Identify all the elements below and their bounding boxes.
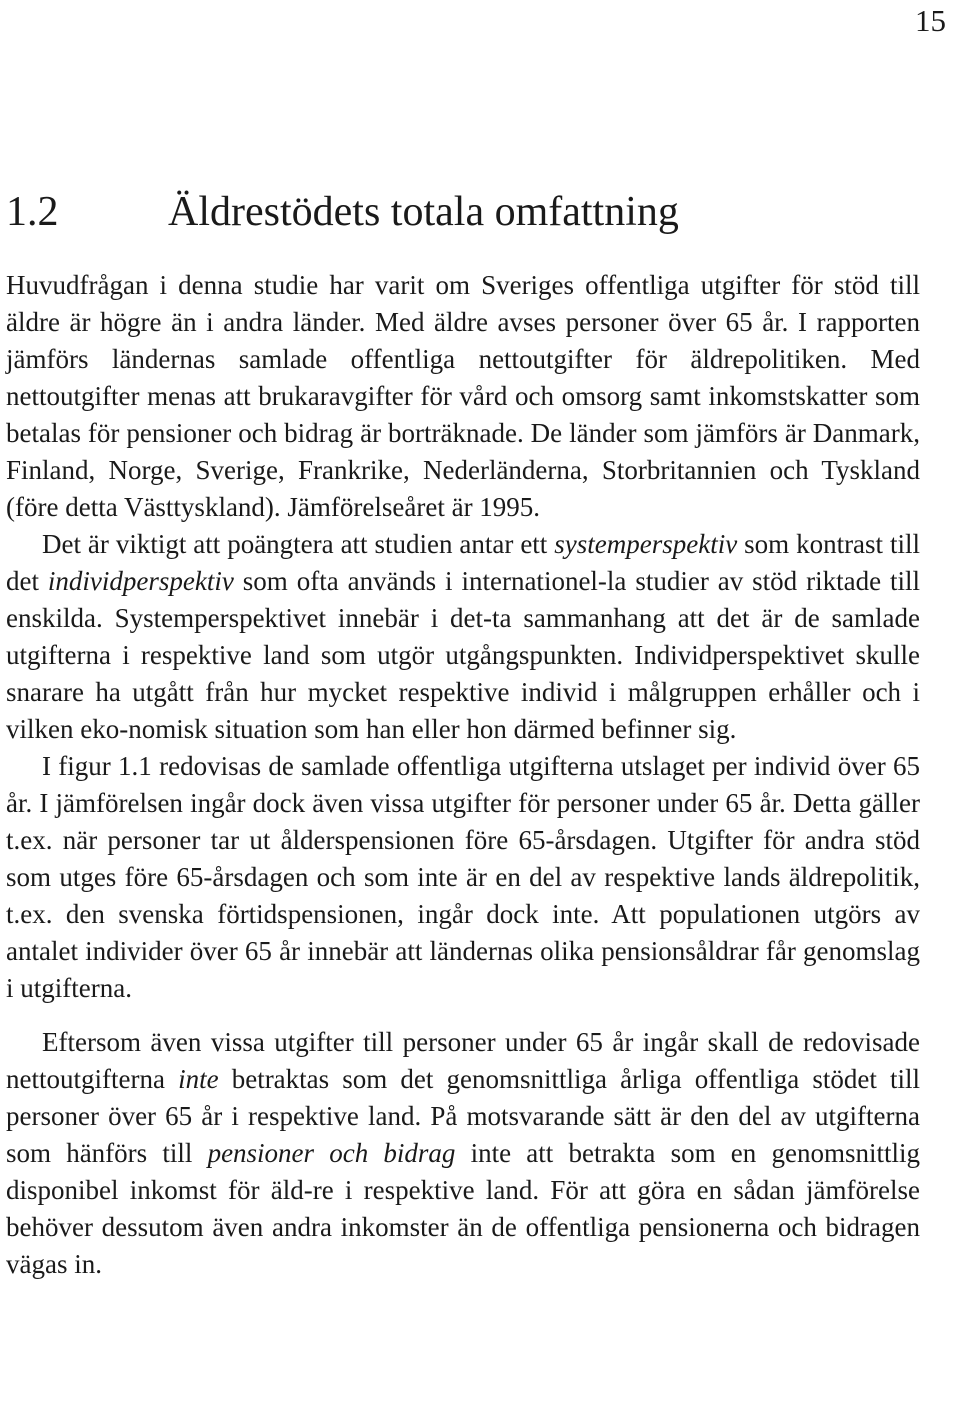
term-systemperspektiv: systemperspektiv — [554, 529, 738, 559]
paragraph-1: Huvudfrågan i denna studie har varit om Sveriges offentliga utgifter för stöd till äldre är högre än i andra länder. Med äldre avses personer över 65 år. I rapporten jämförs ländernas samlade offentliga nettoutgifter för äldrepolitiken. Med nettoutgifter menas att brukaravgifter för vård och omsorg samt inkomstskatter som betalas för pensioner och bidrag är borträknade. De länder som jämförs är Danmark, Finland, Norge, Sverige, Frankrike, Nederländerna, Storbritannien och Tyskland (före detta Västtyskland). Jämförelseåret är 1995. — [6, 270, 920, 522]
term-individperspektiv: individperspektiv — [47, 566, 234, 596]
section-number: 1.2 — [6, 189, 59, 235]
paragraph-2-text-a: Det är viktigt att poängtera att studien antar ett — [42, 529, 555, 559]
term-pensioner-och-bidrag: pensioner och bidrag — [207, 1138, 456, 1168]
paragraph-2-text-e: som ofta används i internationel-la studier av stöd riktade till enskilda. Systemperspektivet innebär i det-ta sammanhang att det är de samlade utgifterna i respektive land som utgör utgångspunkten. Individperspektivet skulle snarare ha utgått från hur mycket respektive individ i målgruppen erhåller och i vilken eko-nomisk situation som han eller hon därmed befinner sig. — [6, 566, 920, 744]
paragraph-2 — [6, 526, 920, 748]
page-number: 15 — [915, 3, 946, 38]
section-title: Äldrestödets totala omfattning — [168, 189, 679, 235]
body-text — [6, 267, 920, 1283]
section-heading — [6, 186, 679, 238]
paragraph-4-text-e: inte att betrakta som en genomsnittlig disponibel inkomst för äld-re i respektive land. För att göra en sådan jämförelse behöver dessutom även andra inkomster än de offentliga pensionerna och bidragen vägas in. — [6, 1138, 920, 1279]
emphasis-inte: inte — [178, 1064, 219, 1094]
paragraph-4-text-c: betraktas som det genomsnittliga årliga offentliga stödet till personer över 65 år i respektive land. På motsvarande sätt är den del av utgifterna som hänförs till — [6, 1064, 920, 1168]
paragraph-3: I figur 1.1 redovisas de samlade offentliga utgifterna utslaget per individ över 65 år. I jämförelsen ingår dock även vissa utgifter för personer under 65 år. Detta gäller t.ex. när personer tar ut ålderspensionen före 65-årsdagen. Utgifter för andra stöd som utges före 65-årsdagen och som inte är en del av respektive lands äldrepolitik, t.ex. den svenska förtidspensionen, ingår dock inte. Att populationen utgörs av antalet individer över 65 år innebär att ländernas olika pensionsåldrar får genomslag i utgifterna. — [6, 751, 920, 1003]
paragraph-4-text-a: Eftersom även vissa utgifter till personer under 65 år ingår skall de redovisade nettoutgifterna — [6, 1027, 920, 1094]
paragraph-4 — [6, 1024, 920, 1283]
paragraph-2-text-c: som kontrast till det — [6, 529, 920, 596]
